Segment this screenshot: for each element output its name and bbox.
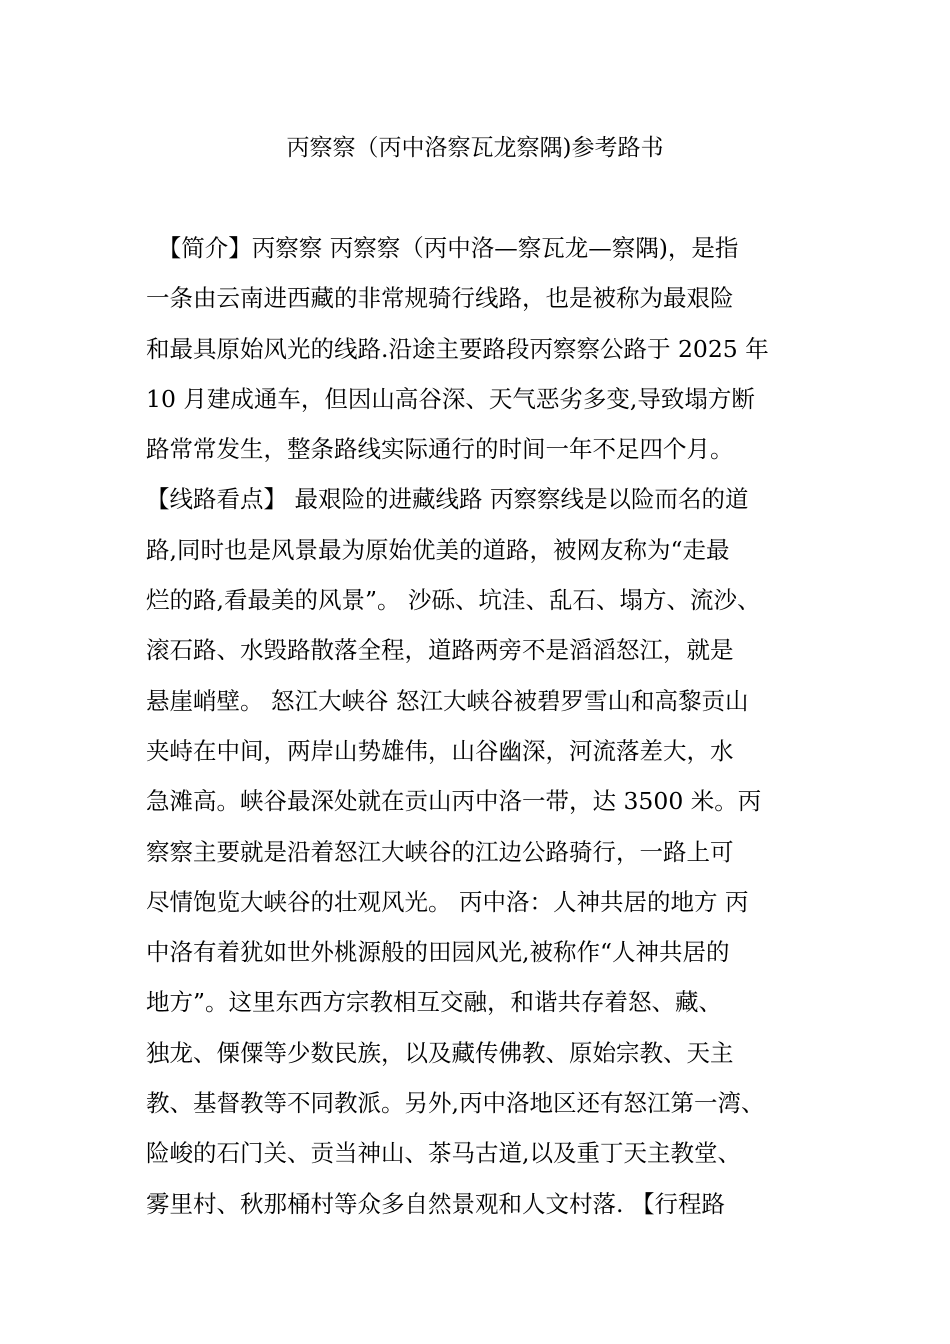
body-text <box>146 232 826 1238</box>
text-line: 教、基督教等不同教派。另外,丙中洛地区还有怒江第一湾、 <box>146 1089 765 1118</box>
text-line: 路,同时也是风景最为原始优美的道路，被网友称为“走最 <box>146 535 730 564</box>
text-line: 中洛有着犹如世外桃源般的田园风光,被称作“人神共居的 <box>146 938 730 967</box>
text-line: 和最具原始风光的线路.沿途主要路段丙察察公路于 2025 年 <box>146 334 769 363</box>
text-line: 路常常发生，整条路线实际通行的时间一年不足四个月。 <box>146 435 734 464</box>
text-line: 尽情饱览大峡谷的壮观风光。 丙中洛：人神共居的地方 丙 <box>146 887 749 916</box>
text-line: 夹峙在中间，两岸山势雄伟，山谷幽深，河流落差大，水 <box>146 736 734 765</box>
text-line: 烂的路,看最美的风景”。 沙砾、坑洼、乱石、塌方、流沙、 <box>146 586 761 615</box>
text-line: 独龙、傈僳等少数民族，以及藏传佛教、原始宗教、天主 <box>146 1038 734 1067</box>
text-line: 察察主要就是沿着怒江大峡谷的江边公路骑行，一路上可 <box>146 837 734 866</box>
text-line: 【线路看点】 最艰险的进藏线路 丙察察线是以险而名的道 <box>146 485 749 514</box>
text-line: 险峻的石门关、贡当神山、茶马古道,以及重丁天主教堂、 <box>146 1139 741 1168</box>
text-line: 悬崖峭壁。 怒江大峡谷 怒江大峡谷被碧罗雪山和高黎贡山 <box>146 686 749 715</box>
text-line: 急滩高。峡谷最深处就在贡山丙中洛一带，达 3500 米。丙 <box>146 787 762 816</box>
text-line: 10 月建成通车，但因山高谷深、天气恶劣多变,导致塌方断 <box>146 384 755 413</box>
text-line: 【简介】丙察察 丙察察（丙中洛—察瓦龙—察隅)，是指 <box>146 234 739 262</box>
text-line: 一条由云南进西藏的非常规骑行线路，也是被称为最艰险 <box>146 284 734 313</box>
text-line: 滚石路、水毁路散落全程，道路两旁不是滔滔怒江，就是 <box>146 636 734 665</box>
page-title: 丙察察（丙中洛察瓦龙察隅)参考路书 <box>286 135 664 161</box>
text-line: 地方”。这里东西方宗教相互交融，和谐共存着怒、藏、 <box>146 988 723 1017</box>
text-line: 雾里村、秋那桶村等众多自然景观和人文村落. 【行程路 <box>146 1189 725 1218</box>
